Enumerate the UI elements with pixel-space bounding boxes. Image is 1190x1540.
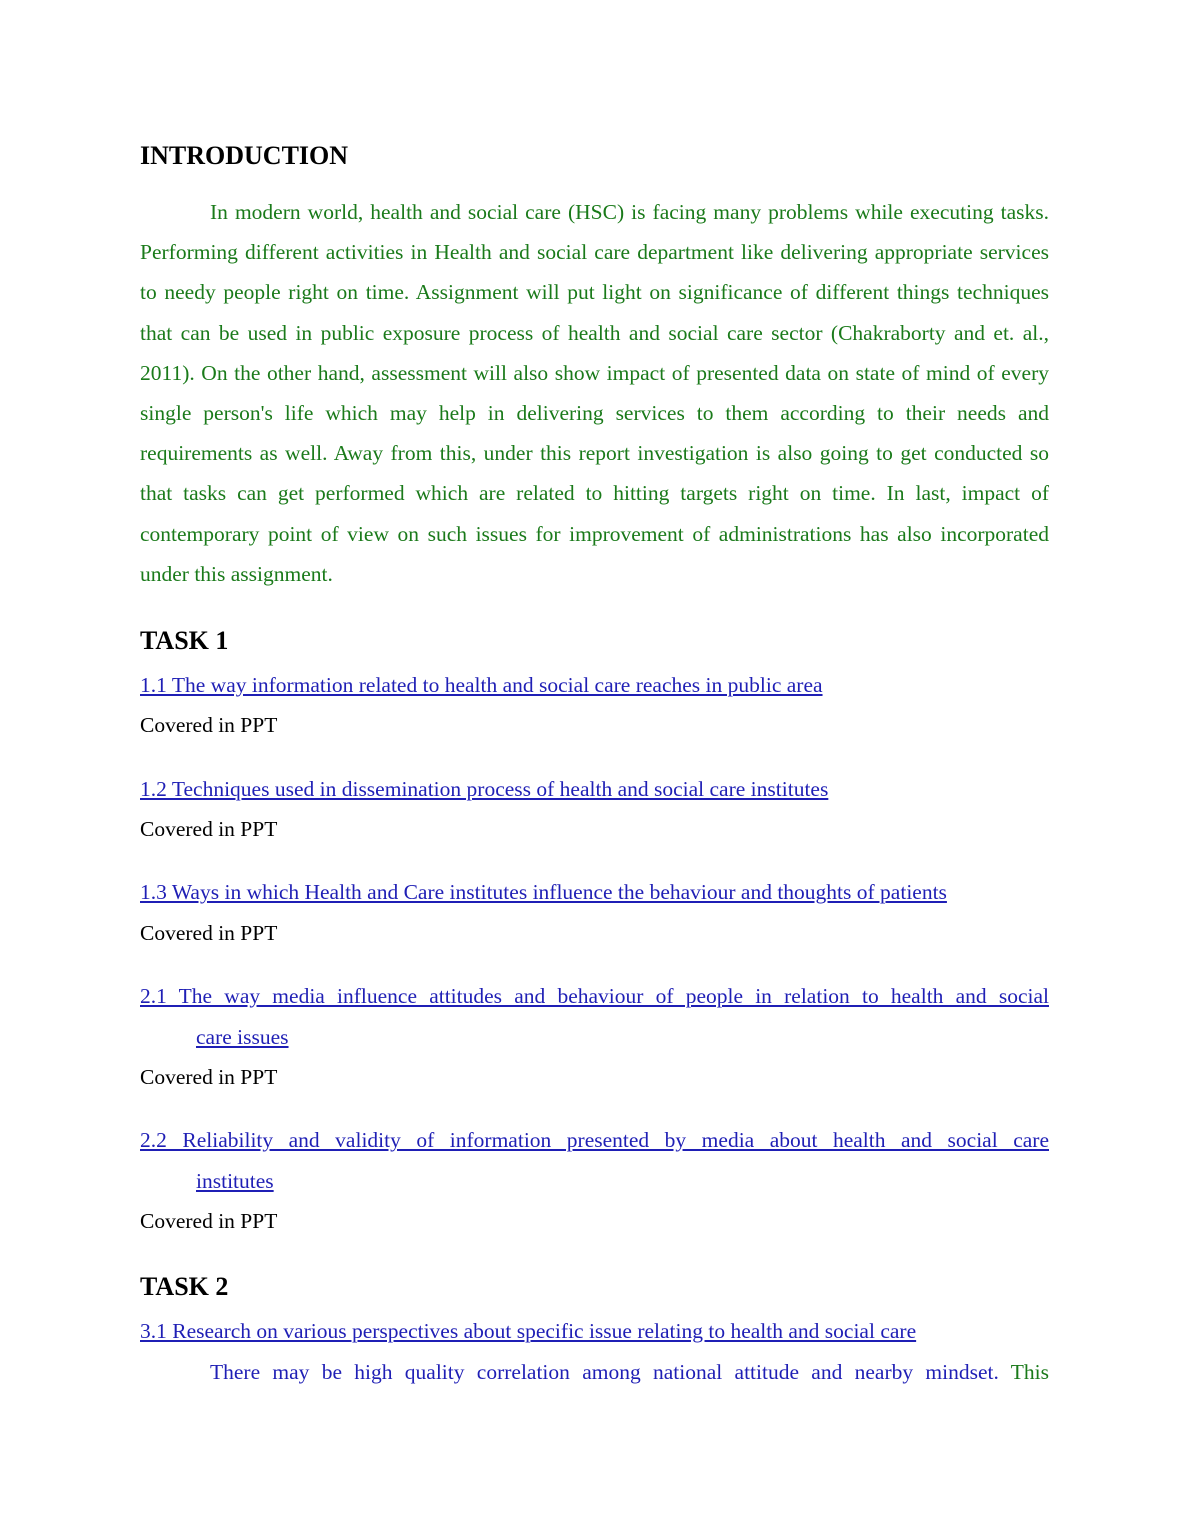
item-2-1-link-line1[interactable]: 2.1 The way media influence attitudes and behaviour of people in relation to health and social (140, 984, 1049, 1008)
introduction-heading: INTRODUCTION (140, 141, 349, 170)
item-1-1-link[interactable]: 1.1 The way information related to health and social care reaches in public area (140, 673, 823, 697)
item-1-3-note: Covered in PPT (140, 921, 278, 945)
item-2-2-link[interactable] (140, 1120, 1049, 1201)
item-2-1-note: Covered in PPT (140, 1065, 278, 1089)
item-1-1-note: Covered in PPT (140, 713, 278, 737)
task1-heading: TASK 1 (140, 626, 229, 655)
item-2-2-link-line1[interactable]: 2.2 Reliability and validity of information presented by media about health and social care (140, 1128, 1049, 1152)
item-1-2-link[interactable]: 1.2 Techniques used in dissemination process of health and social care institutes (140, 777, 829, 801)
item-2-1-link[interactable] (140, 976, 1049, 1057)
task2-paragraph-blue: There may be high quality correlation among national attitude and nearby mindset. (210, 1360, 999, 1384)
item-3-1-link[interactable]: 3.1 Research on various perspectives about specific issue relating to health and social care (140, 1319, 917, 1343)
task2-heading: TASK 2 (140, 1272, 229, 1301)
introduction-paragraph: In modern world, health and social care (HSC) is facing many problems while executing tasks. Performing different activities in Health and social care department like delivering appropriate services to needy people right on time. Assignment will put light on significance of different things techniques that can be used in public exposure process of health and social care sector (Chakraborty and et. al., 2011). On the other hand, assessment will also show impact of presented data on state of mind of every single person's life which may help in delivering services to them according to their needs and requirements as well. Away from this, under this report investigation is also going to get conducted so that tasks can get performed which are related to hitting targets right on time. In last, impact of contemporary point of view on such issues for improvement of administrations has also incorporated under this assignment. (140, 200, 1049, 586)
item-2-1-link-line2[interactable]: care issues (196, 1024, 289, 1049)
task2-paragraph-green: This (1010, 1360, 1049, 1384)
item-1-3-link[interactable]: 1.3 Ways in which Health and Care institutes influence the behaviour and thoughts of patients (140, 880, 947, 904)
task2-paragraph (140, 1352, 1049, 1392)
item-1-2-note: Covered in PPT (140, 817, 278, 841)
item-2-2-note: Covered in PPT (140, 1209, 278, 1233)
item-2-2-link-line2[interactable]: institutes (196, 1168, 274, 1193)
